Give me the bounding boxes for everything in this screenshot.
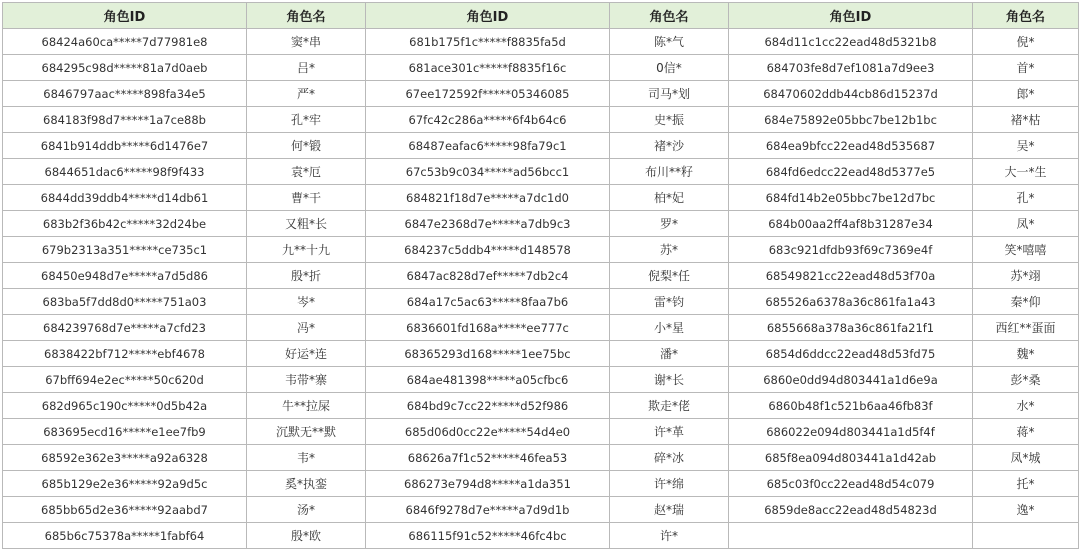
- table-row: [3, 523, 1079, 549]
- table-row: [3, 237, 1079, 263]
- role-id-cell: 6844dd39ddb4*****d14db61: [3, 185, 247, 211]
- table-container: [2, 2, 1078, 549]
- role-id-cell: 6841b914ddb*****6d1476e7: [3, 133, 247, 159]
- role-id-cell: 68450e948d7e*****a7d5d86: [3, 263, 247, 289]
- table-row: [3, 29, 1079, 55]
- table-row: [3, 315, 1079, 341]
- role-id-cell: 6838422bf712*****ebf4678: [3, 341, 247, 367]
- role-name-cell: 曹*干: [247, 185, 366, 211]
- role-name-cell: 沉默无**默: [247, 419, 366, 445]
- role-name-cell: 褚*沙: [610, 133, 729, 159]
- role-name-cell: 秦*仰: [973, 289, 1079, 315]
- role-name-cell: 吴*: [973, 133, 1079, 159]
- role-name-cell: 雷*钧: [610, 289, 729, 315]
- role-id-cell: 68487eafac6*****98fa79c1: [366, 133, 610, 159]
- role-id-cell: 681b175f1c*****f8835fa5d: [366, 29, 610, 55]
- role-id-cell: 6855668a378a36c861fa21f1: [729, 315, 973, 341]
- role-name-cell: 布川**籽: [610, 159, 729, 185]
- role-id-cell: 683b2f36b42c*****32d24be: [3, 211, 247, 237]
- header-role-name-3: 角色名: [973, 3, 1079, 29]
- header-role-id-1: 角色ID: [3, 3, 247, 29]
- role-name-cell: 柏*妃: [610, 185, 729, 211]
- role-name-cell: 又粗*长: [247, 211, 366, 237]
- role-id-cell: 684bd9c7cc22*****d52f986: [366, 393, 610, 419]
- role-id-cell: [729, 523, 973, 549]
- role-id-cell: 684d11c1cc22ead48d5321b8: [729, 29, 973, 55]
- role-name-cell: 凤*: [973, 211, 1079, 237]
- role-id-cell: 684fd6edcc22ead48d5377e5: [729, 159, 973, 185]
- table-body: [3, 29, 1079, 549]
- role-id-cell: 6844651dac6*****98f9f433: [3, 159, 247, 185]
- role-name-cell: 首*: [973, 55, 1079, 81]
- role-name-cell: 倪梨*任: [610, 263, 729, 289]
- role-name-cell: 九**十九: [247, 237, 366, 263]
- role-id-cell: 684183f98d7*****1a7ce88b: [3, 107, 247, 133]
- role-name-cell: [973, 523, 1079, 549]
- role-id-cell: 6859de8acc22ead48d54823d: [729, 497, 973, 523]
- role-name-cell: 何*锻: [247, 133, 366, 159]
- role-id-cell: 684295c98d*****81a7d0aeb: [3, 55, 247, 81]
- role-id-cell: 683c921dfdb93f69c7369e4f: [729, 237, 973, 263]
- role-name-cell: 殷*欧: [247, 523, 366, 549]
- header-role-name-1: 角色名: [247, 3, 366, 29]
- table-row: [3, 393, 1079, 419]
- role-name-cell: 小*星: [610, 315, 729, 341]
- role-id-cell: 6860b48f1c521b6aa46fb83f: [729, 393, 973, 419]
- role-id-cell: 68549821cc22ead48d53f70a: [729, 263, 973, 289]
- role-name-cell: 窦*串: [247, 29, 366, 55]
- table-row: [3, 367, 1079, 393]
- role-name-cell: 欺走*佬: [610, 393, 729, 419]
- role-id-cell: 685526a6378a36c861fa1a43: [729, 289, 973, 315]
- role-id-cell: 686022e094d803441a1d5f4f: [729, 419, 973, 445]
- role-name-cell: 倪*: [973, 29, 1079, 55]
- role-table: [2, 2, 1079, 549]
- role-id-cell: 6847ac828d7ef*****7db2c4: [366, 263, 610, 289]
- role-id-cell: 685b129e2e36*****92a9d5c: [3, 471, 247, 497]
- role-name-cell: 好运*连: [247, 341, 366, 367]
- role-name-cell: 魏*: [973, 341, 1079, 367]
- role-name-cell: 郎*: [973, 81, 1079, 107]
- role-name-cell: 托*: [973, 471, 1079, 497]
- table-row: [3, 497, 1079, 523]
- table-row: [3, 341, 1079, 367]
- table-row: [3, 289, 1079, 315]
- role-name-cell: 牛**拉屎: [247, 393, 366, 419]
- table-row: [3, 263, 1079, 289]
- role-id-cell: 685d06d0cc22e*****54d4e0: [366, 419, 610, 445]
- role-name-cell: 罗*: [610, 211, 729, 237]
- role-name-cell: 西红**蛋面: [973, 315, 1079, 341]
- role-id-cell: 683ba5f7dd8d0*****751a03: [3, 289, 247, 315]
- role-id-cell: 6846f9278d7e*****a7d9d1b: [366, 497, 610, 523]
- role-name-cell: 冯*: [247, 315, 366, 341]
- header-row: [3, 3, 1079, 29]
- role-id-cell: 684a17c5ac63*****8faa7b6: [366, 289, 610, 315]
- table-row: [3, 81, 1079, 107]
- role-name-cell: 苏*: [610, 237, 729, 263]
- role-id-cell: 684fd14b2e05bbc7be12d7bc: [729, 185, 973, 211]
- role-name-cell: 汤*: [247, 497, 366, 523]
- role-id-cell: 685bb65d2e36*****92aabd7: [3, 497, 247, 523]
- table-row: [3, 107, 1079, 133]
- role-id-cell: 679b2313a351*****ce735c1: [3, 237, 247, 263]
- table-row: [3, 419, 1079, 445]
- role-id-cell: 684e75892e05bbc7be12b1bc: [729, 107, 973, 133]
- role-id-cell: 67c53b9c034*****ad56bcc1: [366, 159, 610, 185]
- role-name-cell: 苏*翊: [973, 263, 1079, 289]
- role-name-cell: 司马*划: [610, 81, 729, 107]
- role-id-cell: 685b6c75378a*****1fabf64: [3, 523, 247, 549]
- header-role-id-2: 角色ID: [366, 3, 610, 29]
- role-id-cell: 68365293d168*****1ee75bc: [366, 341, 610, 367]
- role-name-cell: 孔*: [973, 185, 1079, 211]
- role-id-cell: 685c03f0cc22ead48d54c079: [729, 471, 973, 497]
- role-name-cell: 殷*折: [247, 263, 366, 289]
- role-id-cell: 684b00aa2ff4af8b31287e34: [729, 211, 973, 237]
- table-row: [3, 445, 1079, 471]
- role-id-cell: 68626a7f1c52*****46fea53: [366, 445, 610, 471]
- role-id-cell: 67ee172592f*****05346085: [366, 81, 610, 107]
- role-name-cell: 吕*: [247, 55, 366, 81]
- role-id-cell: 6836601fd168a*****ee777c: [366, 315, 610, 341]
- role-name-cell: 袁*厄: [247, 159, 366, 185]
- role-id-cell: 68592e362e3*****a92a6328: [3, 445, 247, 471]
- role-name-cell: 碎*冰: [610, 445, 729, 471]
- table-row: [3, 133, 1079, 159]
- role-id-cell: 6860e0dd94d803441a1d6e9a: [729, 367, 973, 393]
- table-row: [3, 211, 1079, 237]
- role-id-cell: 684237c5ddb4*****d148578: [366, 237, 610, 263]
- role-id-cell: 686273e794d8*****a1da351: [366, 471, 610, 497]
- role-id-cell: 68470602ddb44cb86d15237d: [729, 81, 973, 107]
- role-name-cell: 韦*: [247, 445, 366, 471]
- role-id-cell: 684703fe8d7ef1081a7d9ee3: [729, 55, 973, 81]
- role-name-cell: 岑*: [247, 289, 366, 315]
- role-name-cell: 0信*: [610, 55, 729, 81]
- role-name-cell: 许*绵: [610, 471, 729, 497]
- role-id-cell: 685f8ea094d803441a1d42ab: [729, 445, 973, 471]
- role-name-cell: 彭*桑: [973, 367, 1079, 393]
- header-role-name-2: 角色名: [610, 3, 729, 29]
- role-name-cell: 史*振: [610, 107, 729, 133]
- role-id-cell: 6854d6ddcc22ead48d53fd75: [729, 341, 973, 367]
- role-name-cell: 赵*瑞: [610, 497, 729, 523]
- table-row: [3, 55, 1079, 81]
- role-name-cell: 笑*嘻嘻: [973, 237, 1079, 263]
- role-name-cell: 大一*生: [973, 159, 1079, 185]
- role-id-cell: 683695ecd16*****e1ee7fb9: [3, 419, 247, 445]
- role-id-cell: 684ea9bfcc22ead48d535687: [729, 133, 973, 159]
- role-id-cell: 67fc42c286a*****6f4b64c6: [366, 107, 610, 133]
- header-role-id-3: 角色ID: [729, 3, 973, 29]
- role-name-cell: 陈*气: [610, 29, 729, 55]
- role-id-cell: 684821f18d7e*****a7dc1d0: [366, 185, 610, 211]
- role-name-cell: 许*革: [610, 419, 729, 445]
- table-row: [3, 471, 1079, 497]
- table-row: [3, 185, 1079, 211]
- role-name-cell: 谢*长: [610, 367, 729, 393]
- role-name-cell: 奚*执銮: [247, 471, 366, 497]
- role-name-cell: 凤*城: [973, 445, 1079, 471]
- role-id-cell: 681ace301c*****f8835f16c: [366, 55, 610, 81]
- role-id-cell: 682d965c190c*****0d5b42a: [3, 393, 247, 419]
- role-name-cell: 潘*: [610, 341, 729, 367]
- role-id-cell: 67bff694e2ec*****50c620d: [3, 367, 247, 393]
- role-name-cell: 韦带*寨: [247, 367, 366, 393]
- role-name-cell: 褚*枯: [973, 107, 1079, 133]
- table-row: [3, 159, 1079, 185]
- role-name-cell: 水*: [973, 393, 1079, 419]
- role-id-cell: 684239768d7e*****a7cfd23: [3, 315, 247, 341]
- role-name-cell: 蒋*: [973, 419, 1079, 445]
- role-id-cell: 68424a60ca*****7d77981e8: [3, 29, 247, 55]
- role-id-cell: 6847e2368d7e*****a7db9c3: [366, 211, 610, 237]
- role-name-cell: 孔*牢: [247, 107, 366, 133]
- role-id-cell: 686115f91c52*****46fc4bc: [366, 523, 610, 549]
- role-name-cell: 严*: [247, 81, 366, 107]
- role-name-cell: 许*: [610, 523, 729, 549]
- role-id-cell: 6846797aac*****898fa34e5: [3, 81, 247, 107]
- table-header: [3, 3, 1079, 29]
- role-name-cell: 逸*: [973, 497, 1079, 523]
- role-id-cell: 684ae481398*****a05cfbc6: [366, 367, 610, 393]
